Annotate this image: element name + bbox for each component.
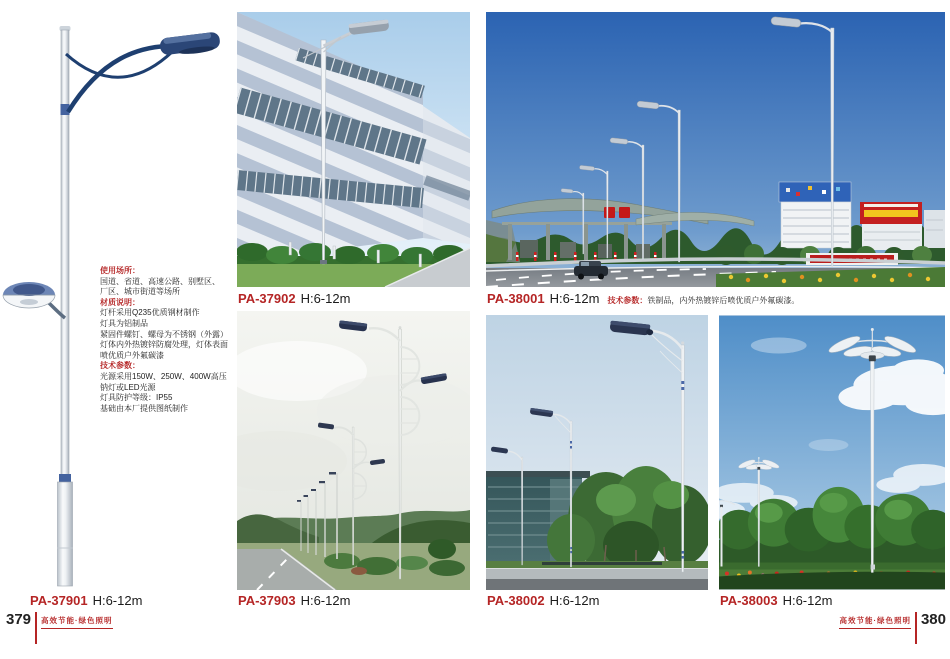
product-photo-pa-37903 xyxy=(237,311,470,590)
tech-line: 钠灯或LED光源 xyxy=(100,382,156,392)
toll-gate-scene xyxy=(486,12,945,287)
product-code: PA-37902 xyxy=(238,291,296,306)
product-code: PA-38003 xyxy=(720,593,778,608)
material-line: 灯体内外热镀锌防腐处理，灯体表面 xyxy=(100,340,228,350)
product-photo-pa-38003 xyxy=(719,315,945,590)
note-text: 铁制品，内外热镀锌后喷优质户外氟碳漆。 xyxy=(647,296,800,305)
product-label-pa-37902 xyxy=(238,292,350,306)
plaza-scene xyxy=(719,315,945,590)
product-description xyxy=(100,266,240,414)
road-scene xyxy=(237,311,470,590)
sidewalk xyxy=(486,569,708,579)
material-line: 紧固件螺钉、螺母为不锈钢（外露） xyxy=(100,329,228,339)
note-label: 技术参数： xyxy=(607,296,648,305)
product-code: PA-38002 xyxy=(487,593,545,608)
footer-slogan-left: 高效节能·绿色照明 xyxy=(41,615,113,629)
edging xyxy=(542,562,662,565)
product-label-pa-37901 xyxy=(30,594,142,608)
product-label-pa-38002 xyxy=(487,594,599,608)
road xyxy=(486,579,708,590)
product-code: PA-37901 xyxy=(30,593,88,608)
material-line: 灯杆采用Q235优质钢材制作 xyxy=(100,308,200,318)
product-photo-pa-38001 xyxy=(486,12,945,287)
product-label-pa-37903 xyxy=(238,594,350,608)
footer-slogan-right: 高效节能·绿色照明 xyxy=(839,615,911,629)
product-size: H:6-12m xyxy=(782,593,833,608)
product-label-pa-38003 xyxy=(720,594,832,608)
footer-left xyxy=(6,612,113,644)
usage-line: 厂区、城市街道等场所 xyxy=(100,287,180,297)
usage-line: 国道、省道、高速公路、别墅区、 xyxy=(100,276,220,286)
product-photo-pa-38002 xyxy=(486,315,708,590)
material-line: 灯具为铝制品 xyxy=(100,318,148,328)
product-code: PA-38001 xyxy=(487,291,545,306)
product-size: H:6-12m xyxy=(300,593,351,608)
product-label-pa-38001 xyxy=(487,292,799,308)
footer-divider xyxy=(915,612,917,644)
lamp-head xyxy=(159,31,221,57)
product-size: H:6-12m xyxy=(549,593,600,608)
footer-right xyxy=(839,612,946,644)
material-heading: 材质说明： xyxy=(100,297,140,307)
tech-heading: 技术参数： xyxy=(100,361,140,371)
page-number-left: 379 xyxy=(6,611,32,628)
tech-line: 灯具防护等级：IP55 xyxy=(100,393,173,403)
material-line: 喷优质户外氟碳漆 xyxy=(100,350,164,360)
garden-lamp-head xyxy=(3,282,65,318)
footer-divider xyxy=(35,612,37,644)
tech-line: 光源采用150W、250W、400W高压 xyxy=(100,371,227,381)
usage-heading: 使用场所： xyxy=(100,266,140,275)
tech-line: 基础由本厂提供图纸制作 xyxy=(100,403,188,413)
factory-scene xyxy=(237,12,470,287)
product-size: H:6-12m xyxy=(92,593,143,608)
office-scene xyxy=(486,315,708,590)
product-code: PA-37903 xyxy=(238,593,296,608)
product-photo-pa-37902 xyxy=(237,12,470,287)
product-size: H:6-12m xyxy=(300,291,351,306)
product-size: H:6-12m xyxy=(549,291,600,306)
lamp-arm xyxy=(66,46,180,112)
page-number-right: 380 xyxy=(920,611,946,628)
